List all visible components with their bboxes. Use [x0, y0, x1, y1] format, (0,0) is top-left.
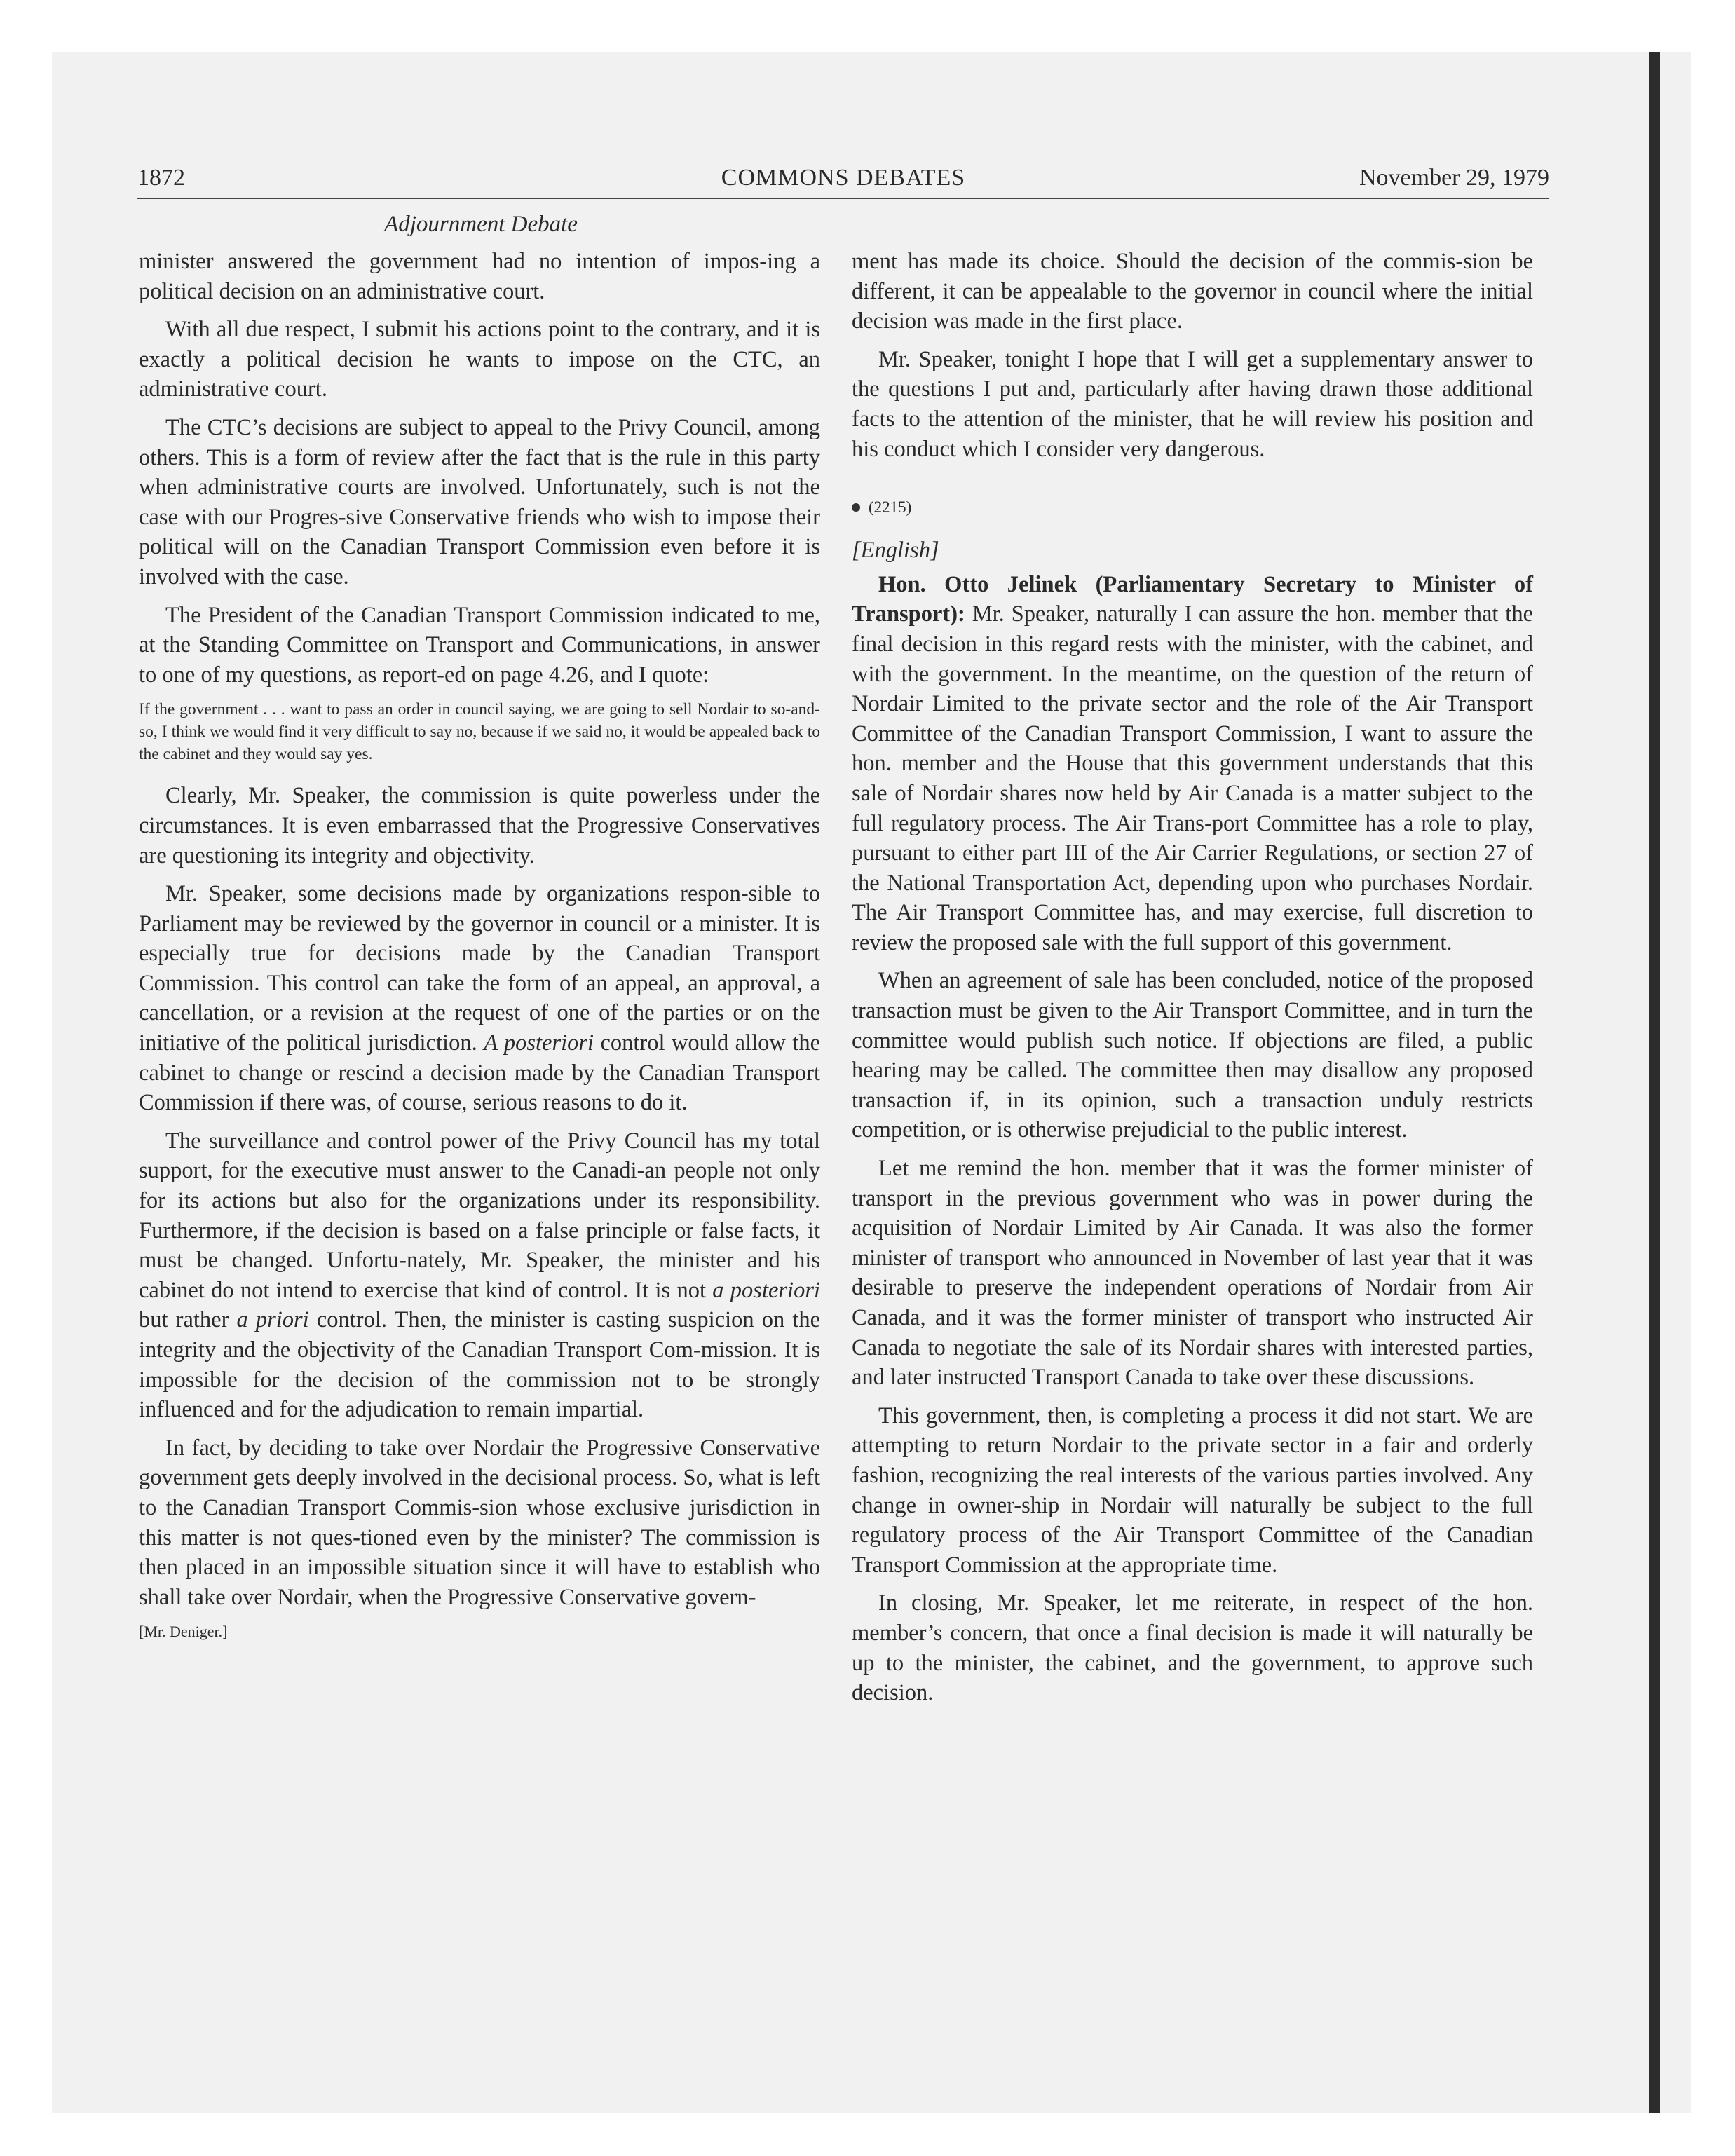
- paragraph: This government, then, is completing a process it did not start. We are attempting to return Nordair to the private sector in a fair and orderly fashion, recognizing the real interests of the various parties involved. Any change in owner-ship in Nordair will naturally be subject to the full regulatory process of the Air Transport Committee of the Canadian Transport Commission at the appropriate time.: [852, 1403, 1533, 1578]
- text-run: Mr. Speaker, naturally I can assure the hon. member that the final decision in this regard rests with the minister, with the cabinet, and with the government. In the meantime, on the question of the return of Nordair Limited to the private sector and the role of the Air Transport Committee of the Canadian Transport Commission, I want to assure the hon. member and the House that this government understands that this sale of Nordair shares now held by Air Canada is a matter subject to the full regulatory process. The Air Trans-port Committee has a role to play, pursuant to either part III of the Air Carrier Regulations, or section 27 of the National Transportation Act, depending upon who purchases Nordair. The Air Transport Committee has, and may exercise, full discretion to review the proposed sale with the full support of this government.: [852, 601, 1533, 955]
- paragraph: ment has made its choice. Should the decision of the commis-sion be different, it can be appealable to the governor in council where the initial decision was made in the first place.: [852, 249, 1533, 334]
- paragraph: Let me remind the hon. member that it was the former minister of transport in the previous government who was in power during the acquisition of Nordair Limited by Air Canada. It was also the former minister of transport who announced in November of last year that it was desirable to preserve the independent operations of Nordair from Air Canada, and it was the former minister of transport who instructed Air Canada to negotiate the sale of its Nordair shares with interested parties, and later instructed Transport Canada to take over these discussions.: [852, 1156, 1533, 1391]
- text-run: but rather: [139, 1307, 237, 1333]
- header-date: November 29, 1979: [1359, 165, 1549, 191]
- time-marker: [852, 496, 1533, 519]
- left-column: [139, 247, 820, 1651]
- paragraph: [139, 1126, 820, 1425]
- text-run: control. Then, the minister is casting suspicion on the integrity and the objectivity of the Canadian Transport Com-mission. It is impossible for the decision of the commission not to be strongly influenced and for the adjudication to remain impartial.: [139, 1307, 820, 1423]
- italic-term: a priori: [236, 1307, 309, 1333]
- paragraph: Clearly, Mr. Speaker, the commission is quite powerless under the circumstances. It is even embarrassed that the Progressive Conservatives are questioning its integrity and objectivity.: [139, 783, 820, 868]
- page-edge-bar: [1649, 52, 1660, 2113]
- paragraph: [139, 879, 820, 1118]
- speaker-signature: [Mr. Deniger.]: [139, 1623, 228, 1641]
- running-header: [137, 161, 1549, 195]
- paragraph: With all due respect, I submit his actions point to the contrary, and it is exactly a political decision he wants to impose on the CTC, an administrative court.: [139, 317, 820, 402]
- text-run: Mr. Speaker, some decisions made by organizations respon-sible to Parliament may be reviewed by the governor in council or a minister. It is especially true for decisions made by the Canadian Transport Commission. This control can take the form of an appeal, an approval, a cancellation, or a revision at the request of one of the parties or on the initiative of the political jurisdiction.: [139, 881, 820, 1056]
- paragraph: When an agreement of sale has been concluded, notice of the proposed transaction must be given to the Air Transport Committee, and in turn the committee would publish such notice. If objections are filed, a public hearing may be called. The committee then may disallow any proposed transaction if, in its opinion, such a transaction unduly restricts competition, or is otherwise prejudicial to the public interest.: [852, 968, 1533, 1143]
- paragraph: The CTC’s decisions are subject to appeal to the Privy Council, among others. This is a form of review after the fact that is the rule in this party when administrative courts are involved. Unfortunately, such is not the case with our Progres-sive Conservative friends who wish to impose their political will on the Canadian Transport Commission even before it is involved with the case.: [139, 414, 820, 589]
- section-title: Adjournment Debate: [384, 212, 578, 237]
- block-quote: If the government . . . want to pass an order in council saying, we are going to sell Nordair to so-and-so, I think we would find it very difficult to say no, because if we said no, it would be appealed back to the cabinet and they would say yes.: [139, 700, 820, 764]
- bullet-icon: [852, 503, 860, 512]
- paragraph: In closing, Mr. Speaker, let me reiterate, in respect of the hon. member’s concern, that once a final decision is made it will naturally be up to the minister, the cabinet, and the government, to approve such decision.: [852, 1590, 1533, 1706]
- page-number: 1872: [137, 165, 185, 191]
- italic-term: A posteriori: [484, 1030, 594, 1056]
- text-run: The surveillance and control power of the Privy Council has my total support, for the executive must answer to the Canadi-an people not only for its actions but also for the organizations under its responsibility. Furthermore, if the decision is based on a false principle or false facts, it must be changed. Unfortu-nately, Mr. Speaker, the minister and his cabinet do not intend to exercise that kind of control. It is not: [139, 1128, 820, 1303]
- paragraph: minister answered the government had no intention of impos-ing a political decision on an administrative court.: [139, 249, 820, 304]
- paragraph: In fact, by deciding to take over Nordair the Progressive Conservative government gets deeply involved in the decisional process. So, what is left to the Canadian Transport Commis-sion whose exclusive jurisdiction in this matter is not ques-tioned even by the minister? The commission is then placed in an impossible situation since it will have to establish who shall take over Nordair, when the Progressive Conservative govern-: [139, 1435, 820, 1610]
- publication-title: COMMONS DEBATES: [721, 165, 966, 191]
- paragraph: The President of the Canadian Transport Commission indicated to me, at the Standing Committee on Transport and Communications, in answer to one of my questions, as report-ed on page 4.26, and I quote:: [139, 602, 820, 688]
- speaker-name: Hon. Otto Jelinek (Parliamentary Secretary to Minister of Transport):: [852, 571, 1533, 627]
- time-stamp: (2215): [869, 498, 912, 517]
- paragraph: [852, 570, 1533, 958]
- language-tag: [English]: [852, 538, 939, 564]
- right-column: [852, 247, 1533, 1717]
- header-rule: [137, 198, 1549, 199]
- italic-term: a posteriori: [712, 1277, 820, 1303]
- paragraph: Mr. Speaker, tonight I hope that I will get a supplementary answer to the questions I put and, particularly after having drawn those additional facts to the attention of the minister, that he will review his position and his conduct which I consider very dangerous.: [852, 346, 1533, 462]
- text-run: control would allow the cabinet to change or rescind a decision made by the Canadian Transport Commission if there was, of course, serious reasons to do it.: [139, 1030, 820, 1116]
